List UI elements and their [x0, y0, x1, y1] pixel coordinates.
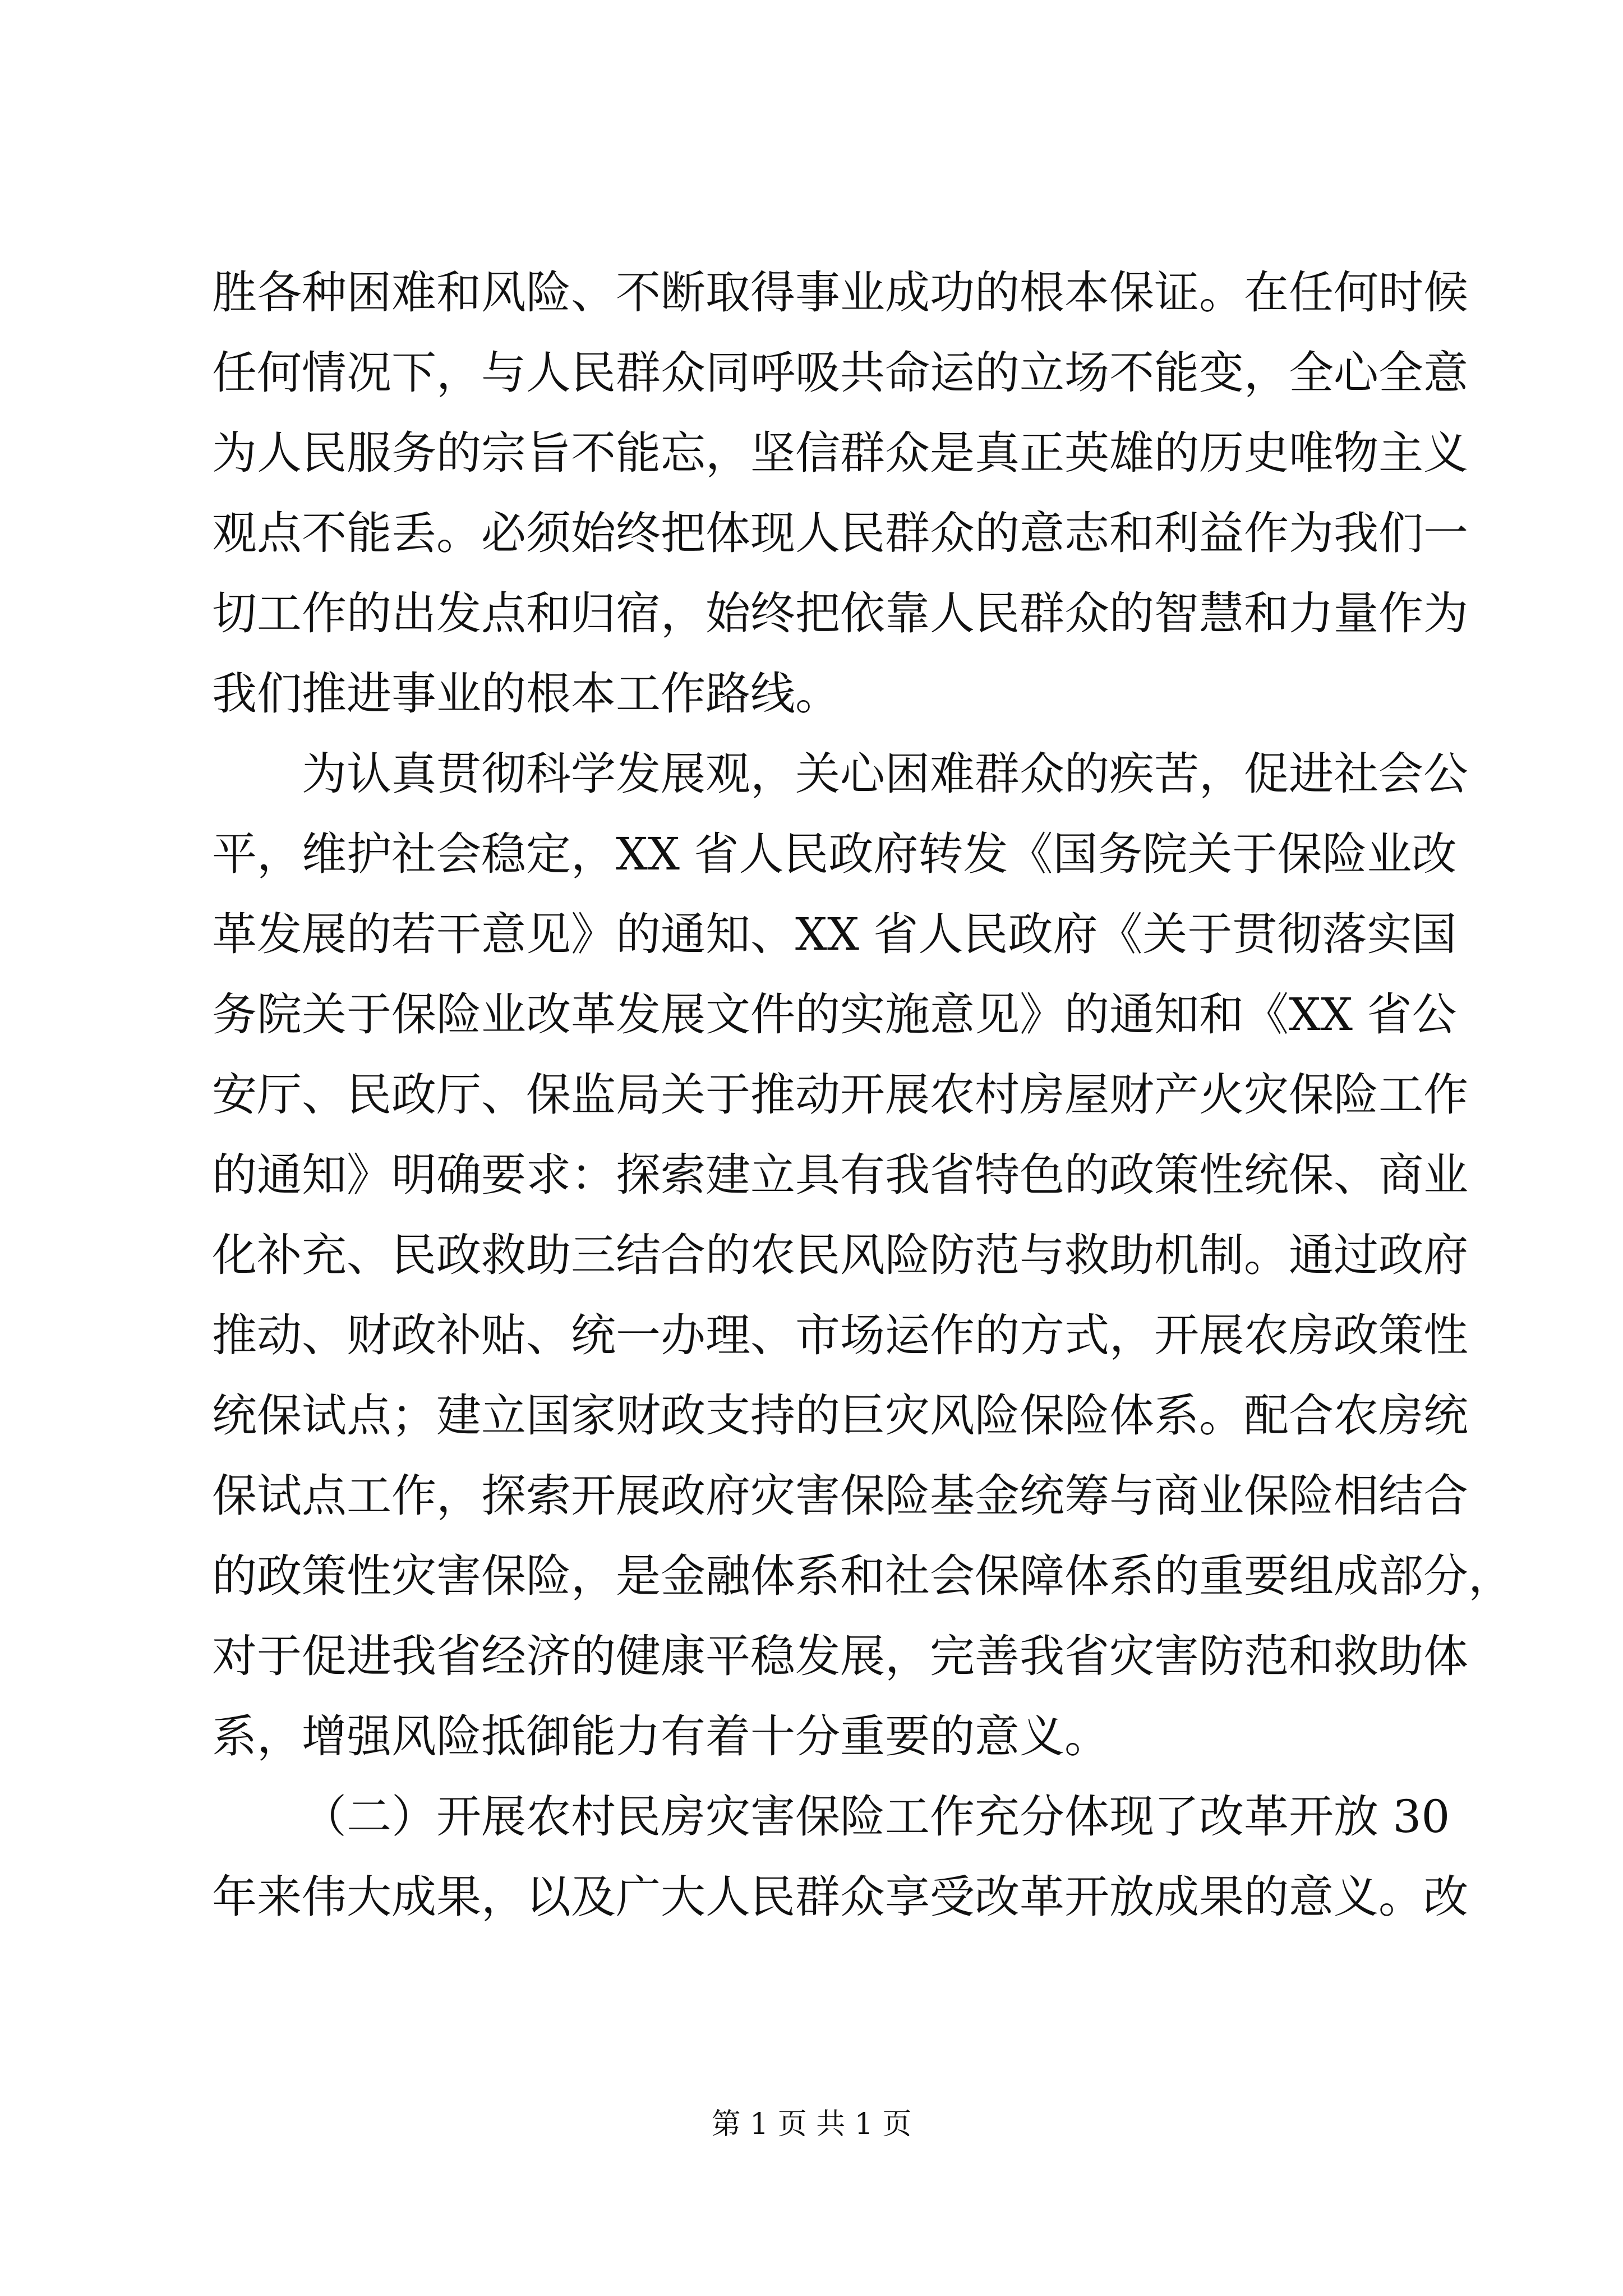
text-line: 我们推进事业的根本工作路线。	[212, 668, 840, 720]
document-body	[212, 252, 1513, 1937]
text-line: 观点不能丢。必须始终把体现人民群众的意志和利益作为我们一	[212, 507, 1468, 559]
text-line: 系，增强风险抵御能力有着十分重要的意义。	[212, 1710, 1109, 1763]
text-line: 务院关于保险业改革发展文件的实施意见》的通知和《XX 省公	[212, 988, 1457, 1041]
section-heading-line: （二）开展农村民房灾害保险工作充分体现了改革开放 30	[302, 1791, 1450, 1843]
text-line: 年来伟大成果，以及广大人民群众享受改革开放成果的意义。改	[212, 1871, 1468, 1923]
text-line: 任何情况下，与人民群众同呼吸共命运的立场不能变，全心全意	[212, 347, 1468, 399]
text-line: 革发展的若干意见》的通知、XX 省人民政府《关于贯彻落实国	[212, 908, 1457, 960]
text-line: 平，维护社会稳定，XX 省人民政府转发《国务院关于保险业改	[212, 828, 1457, 880]
text-line: 的政策性灾害保险，是金融体系和社会保障体系的重要组成部分，	[212, 1550, 1513, 1602]
page-number-footer: 第 1 页 共 1 页	[711, 2108, 912, 2141]
text-line: 为人民服务的宗旨不能忘，坚信群众是真正英雄的历史唯物主义	[212, 427, 1468, 479]
text-line: 对于促进我省经济的健康平稳发展，完善我省灾害防范和救助体	[212, 1630, 1468, 1682]
text-line: 安厅、民政厅、保监局关于推动开展农村房屋财产火灾保险工作	[212, 1069, 1468, 1121]
text-line: 的通知》明确要求：探索建立具有我省特色的政策性统保、商业	[212, 1149, 1468, 1201]
paragraph-first-line: 为认真贯彻科学发展观，关心困难群众的疾苦，促进社会公	[302, 748, 1468, 800]
text-line: 保试点工作，探索开展政府灾害保险基金统筹与商业保险相结合	[212, 1470, 1468, 1522]
text-line: 统保试点；建立国家财政支持的巨灾风险保险体系。配合农房统	[212, 1389, 1468, 1442]
text-line: 切工作的出发点和归宿，始终把依靠人民群众的智慧和力量作为	[212, 587, 1468, 639]
text-line: 化补充、民政救助三结合的农民风险防范与救助机制。通过政府	[212, 1229, 1468, 1281]
text-line: 胜各种困难和风险、不断取得事业成功的根本保证。在任何时候	[212, 266, 1468, 319]
text-line: 推动、财政补贴、统一办理、市场运作的方式，开展农房政策性	[212, 1309, 1468, 1361]
